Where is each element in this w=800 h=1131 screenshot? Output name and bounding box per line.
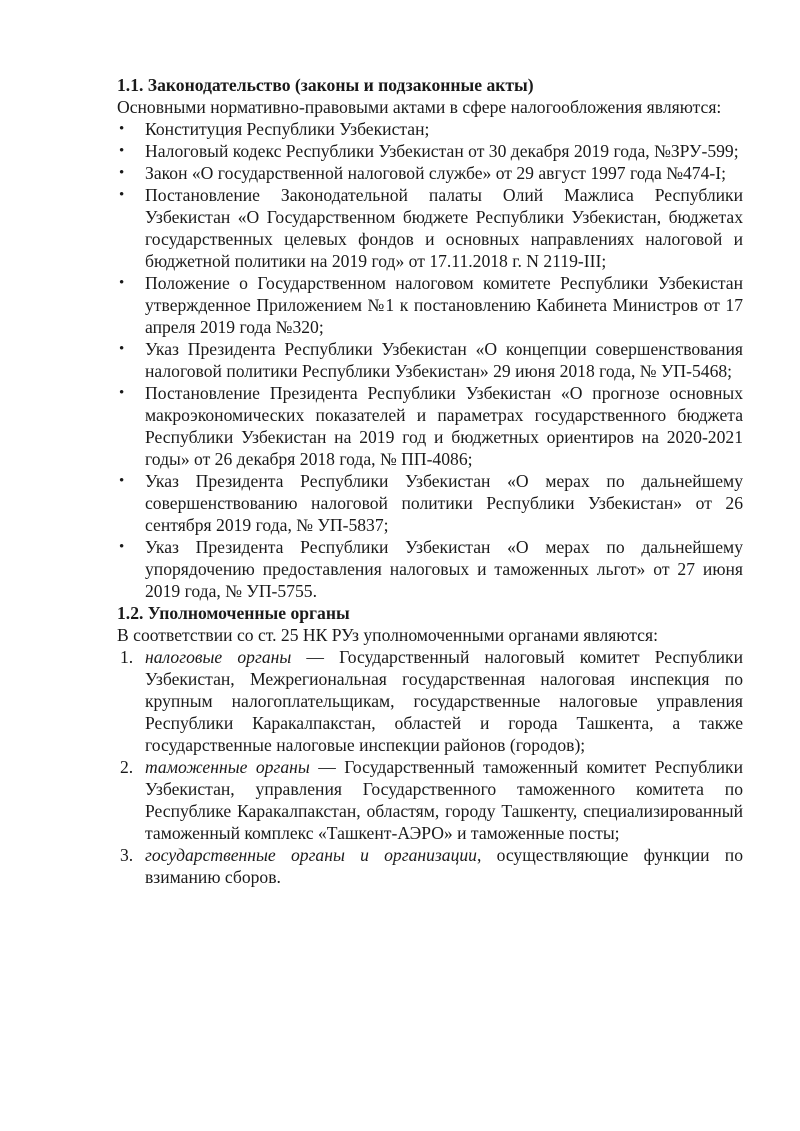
section-heading-legislation: 1.1. Законодательство (законы и подзаконные акты) <box>117 75 534 95</box>
bullet-icon: • <box>119 539 125 555</box>
section-heading-authorities: 1.2. Уполномоченные органы <box>117 603 350 623</box>
list-item <box>117 272 743 338</box>
list-item <box>117 382 743 470</box>
list-item-text: Постановление Законодательной палаты Олий Мажлиса Республики Узбекистан «О Государственном бюджете Республики Узбекистан, бюджетах государственных целевых фондов и основных направлениях налоговой и бюджетной политики на 2019 год» от 17.11.2018 г. N 2119-III; <box>145 185 743 271</box>
authorities-list <box>117 646 743 888</box>
list-item-term: государственные органы и организации <box>145 845 477 865</box>
bullet-icon: • <box>119 165 125 181</box>
list-item-text: Конституция Республики Узбекистан; <box>145 119 430 139</box>
list-item-text: Постановление Президента Республики Узбекистан «О прогнозе основных макроэкономических показателей и параметрах государственного бюджета Республики Узбекистан на 2019 год и бюджетных ориентиров на 2020-2021 годы» от 26 декабря 2018 года, № ПП-4086; <box>145 383 743 469</box>
list-item <box>117 118 743 140</box>
list-item-text: Закон «О государственной налоговой службе» от 29 август 1997 года №474-I; <box>145 163 726 183</box>
list-item <box>117 646 743 756</box>
bullet-icon: • <box>119 341 125 357</box>
section-intro-authorities: В соответствии со ст. 25 НК РУз уполномоченными органами являются: <box>117 625 658 645</box>
bullet-icon: • <box>119 143 125 159</box>
list-item-number: 3. <box>120 845 134 865</box>
list-item <box>117 756 743 844</box>
list-item <box>117 470 743 536</box>
bullet-icon: • <box>119 187 125 203</box>
list-item-text: — Государственный таможенный комитет Республики Узбекистан, управления Государственного таможенного комитета по Республике Каракалпакстан, областям, городу Ташкенту, специализированный таможенный комплекс «Ташкент-АЭРО» и таможенные посты; <box>145 757 743 843</box>
list-item-text: Указ Президента Республики Узбекистан «О мерах по дальнейшему совершенствованию налоговой политики Республики Узбекистан» от 26 сентября 2019 года, № УП-5837; <box>145 471 743 535</box>
bullet-icon: • <box>119 275 125 291</box>
list-item-number: 1. <box>120 647 134 667</box>
list-item-text: — Государственный налоговый комитет Республики Узбекистан, Межрегиональная государственная налоговая инспекция по крупным налогоплательщикам, государственные налоговые управления Республики Каракалпакстан, областей и города Ташкента, а также государственные налоговые инспекции районов (городов); <box>145 647 744 755</box>
list-item-text: Указ Президента Республики Узбекистан «О концепции совершенствования налоговой политики Республики Узбекистан» 29 июня 2018 года, № УП-5468; <box>145 339 743 381</box>
bullet-icon: • <box>119 385 125 401</box>
list-item-text: Указ Президента Республики Узбекистан «О мерах по дальнейшему упорядочению предоставления налоговых и таможенных льгот» от 27 июня 2019 года, № УП-5755. <box>145 537 743 601</box>
document-page <box>117 74 743 888</box>
list-item-text: , осуществляющие функции по взиманию сборов. <box>145 845 743 887</box>
list-item <box>117 162 743 184</box>
bullet-icon: • <box>119 473 125 489</box>
list-item <box>117 338 743 382</box>
list-item-text: Положение о Государственном налоговом комитете Республики Узбекистан утвержденное Приложением №1 к постановлению Кабинета Министров от 17 апреля 2019 года №320; <box>145 273 743 337</box>
list-item-text: Налоговый кодекс Республики Узбекистан от 30 декабря 2019 года, №ЗРУ-599; <box>145 141 739 161</box>
list-item <box>117 184 743 272</box>
legislation-list <box>117 118 743 602</box>
section-intro-legislation: Основными нормативно-правовыми актами в сфере налогообложения являются: <box>117 97 722 117</box>
list-item <box>117 844 743 888</box>
list-item-term: таможенные органы <box>145 757 310 777</box>
list-item <box>117 536 743 602</box>
list-item <box>117 140 743 162</box>
list-item-number: 2. <box>120 757 134 777</box>
bullet-icon: • <box>119 121 125 137</box>
list-item-term: налоговые органы <box>145 647 292 667</box>
